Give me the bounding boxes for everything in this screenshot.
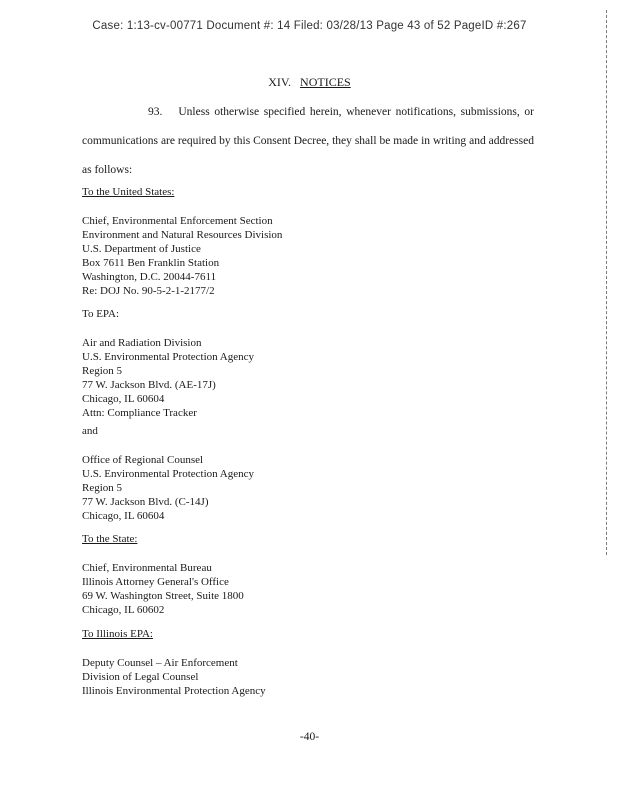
address-line: Chicago, IL 60604 <box>82 510 165 522</box>
address-line: 77 W. Jackson Blvd. (AE-17J) <box>82 379 216 391</box>
page-number: -40- <box>299 731 320 743</box>
recipient-heading: To the State: <box>82 533 138 545</box>
address-line: Region 5 <box>82 365 123 377</box>
address-line: Illinois Attorney General's Office <box>82 576 229 588</box>
address-line: Deputy Counsel – Air Enforcement <box>82 657 238 669</box>
address-line: Air and Radiation Division <box>82 337 202 349</box>
address-line: Illinois Environmental Protection Agency <box>82 685 266 697</box>
address-line: U.S. Department of Justice <box>82 243 201 255</box>
section-number: XIV. <box>268 75 292 89</box>
margin-line <box>606 10 608 555</box>
recipient-state <box>82 532 244 617</box>
address-line: U.S. Environmental Protection Agency <box>82 468 254 480</box>
paragraph-93 <box>82 98 534 185</box>
paragraph-text: Unless otherwise specified herein, whenever notifications, submissions, or communications are required by this Consent Decree, they shall be made in writing and addressed as follows: <box>82 106 534 176</box>
address-line: Region 5 <box>82 482 123 494</box>
recipient-heading: To EPA: <box>82 308 120 320</box>
address-line: Environment and Natural Resources Division <box>82 229 283 241</box>
address-line: Box 7611 Ben Franklin Station <box>82 257 220 269</box>
address-line: Attn: Compliance Tracker <box>82 407 197 419</box>
conjunction-and: and <box>82 425 98 437</box>
recipient-epa <box>82 307 254 420</box>
recipient-regional-counsel <box>82 453 254 523</box>
recipient-heading: To Illinois EPA: <box>82 628 153 640</box>
address-line: Division of Legal Counsel <box>82 671 199 683</box>
section-title <box>0 75 619 90</box>
recipient-illinois-epa <box>82 627 266 698</box>
recipient-united-states <box>82 185 282 298</box>
address-line: Chicago, IL 60602 <box>82 604 165 616</box>
address-line: 69 W. Washington Street, Suite 1800 <box>82 590 244 602</box>
recipient-heading: To the United States: <box>82 186 175 198</box>
address-line: Chief, Environmental Bureau <box>82 562 212 574</box>
address-line: U.S. Environmental Protection Agency <box>82 351 254 363</box>
address-line: Office of Regional Counsel <box>82 454 204 466</box>
paragraph-number: 93. <box>148 106 163 118</box>
address-line: Chief, Environmental Enforcement Section <box>82 215 273 227</box>
section-name: NOTICES <box>300 75 351 89</box>
address-line: Re: DOJ No. 90-5-2-1-2177/2 <box>82 285 215 297</box>
address-line: Washington, D.C. 20044-7611 <box>82 271 217 283</box>
case-header: Case: 1:13-cv-00771 Document #: 14 Filed: 03/28/13 Page 43 of 52 PageID #:267 <box>92 20 527 32</box>
address-line: Chicago, IL 60604 <box>82 393 165 405</box>
address-line: 77 W. Jackson Blvd. (C-14J) <box>82 496 209 508</box>
